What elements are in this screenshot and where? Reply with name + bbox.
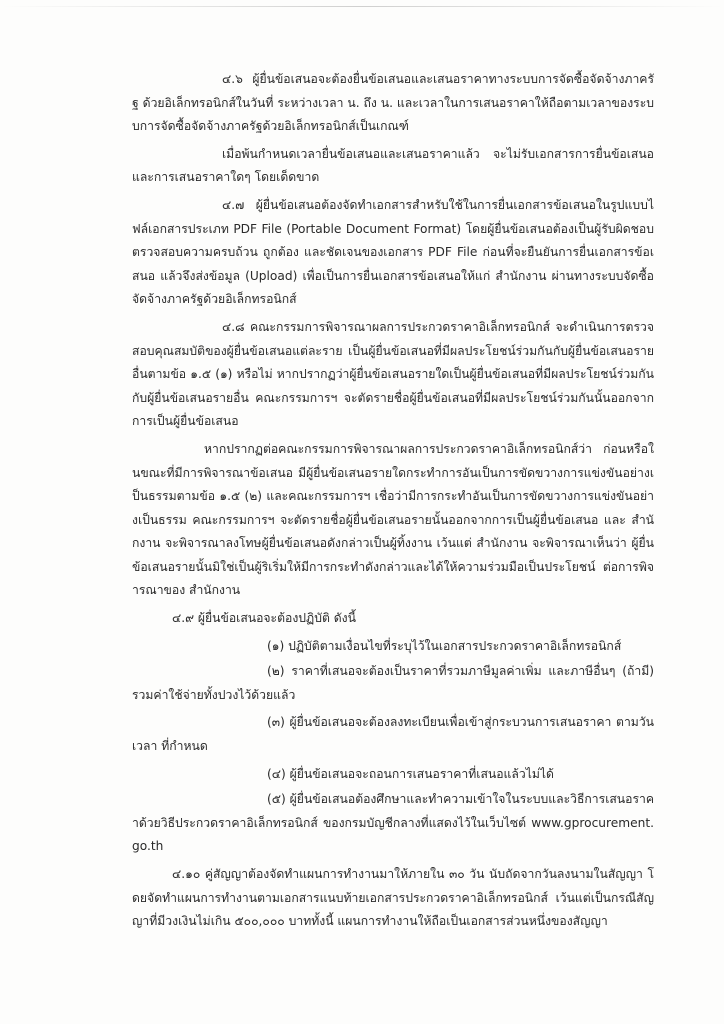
clause-4-9: ๔.๙ ผู้ยื่นข้อเสนอจะต้องปฏิบัติ ดังนี้	[172, 611, 356, 626]
clause-4-6-deadline: เมื่อพ้นกำหนดเวลายื่นข้อเสนอและเสนอราคาแล้ว จะไม่รับเอกสารการยื่นข้อเสนอ และการเสนอราคาใดๆ โดยเด็ดขาด	[132, 146, 654, 185]
clause-4-7: ๔.๗ ผู้ยื่นข้อเสนอต้องจัดทำเอกสารสำหรับใช้ในการยื่นเอกสารข้อเสนอในรูปแบบไฟล์เอกสารประเภท PDF File (Portable Document Format) โดยผู้ยื่นข้อเสนอต้องเป็นผู้รับผิดชอบตรวจสอบความครบถ้วน ถูกต้อง และชัดเจนของเอกสาร PDF File ก่อนที่จะยืนยันการยื่นเอกสารข้อเสนอ แล้วจึงส่งข้อมูล (Upload) เพื่อเป็นการยื่นเอกสารข้อเสนอให้แก่ สำนักงาน ผ่านทางระบบจัดซื้อจัดจ้างภาครัฐด้วยอิเล็กทรอนิกส์	[132, 197, 654, 307]
clause-4-9-item-1: (๑) ปฏิบัติตามเงื่อนไขที่ระบุไว้ในเอกสารประกวดราคาอิเล็กทรอนิกส์	[267, 638, 622, 653]
clause-4-8: ๔.๘ คณะกรรมการพิจารณาผลการประกวดราคาอิเล็กทรอนิกส์ จะดำเนินการตรวจสอบคุณสมบัติของผู้ยื่นข้อเสนอแต่ละราย เป็นผู้ยื่นข้อเสนอที่มีผลประโยชน์ร่วมกันกับผู้ยื่นข้อเสนอรายอื่นตามข้อ ๑.๕ (๑) หรือไม่ หากปรากฏว่าผู้ยื่นข้อเสนอรายใดเป็นผู้ยื่นข้อเสนอที่มีผลประโยชน์ร่วมกันกับผู้ยื่นข้อเสนอรายอื่น คณะกรรมการฯ จะตัดรายชื่อผู้ยื่นข้อเสนอที่มีผลประโยชน์ร่วมกันนั้นออกจากการเป็นผู้ยื่นข้อเสนอ	[132, 319, 654, 429]
clause-4-9-item-4: (๔) ผู้ยื่นข้อเสนอจะถอนการเสนอราคาที่เสนอแล้วไม่ได้	[267, 766, 554, 781]
clause-4-9-item-3: (๓) ผู้ยื่นข้อเสนอจะต้องลงทะเบียนเพื่อเข้าสู่กระบวนการเสนอราคา ตามวัน เวลา ที่กำหนด	[132, 715, 654, 754]
clause-4-8-collusion: หากปรากฏต่อคณะกรรมการพิจารณาผลการประกวดราคาอิเล็กทรอนิกส์ว่า ก่อนหรือในขณะที่มีการพิจารณาข้อเสนอ มีผู้ยื่นข้อเสนอรายใดกระทำการอันเป็นการขัดขวางการแข่งขันอย่างเป็นธรรมตามข้อ ๑.๕ (๒) และคณะกรรมการฯ เชื่อว่ามีการกระทำอันเป็นการขัดขวางการแข่งขันอย่างเป็นธรรม คณะกรรมการฯ จะตัดรายชื่อผู้ยื่นข้อเสนอรายนั้นออกจากการเป็นผู้ยื่นข้อเสนอ และ สำนักงาน จะพิจารณาลงโทษผู้ยื่นข้อเสนอดังกล่าวเป็นผู้ทิ้งงาน เว้นแต่ สำนักงาน จะพิจารณาเห็นว่า ผู้ยื่นข้อเสนอรายนั้นมิใช่เป็นผู้ริเริ่มให้มีการกระทำดังกล่าวและได้ให้ความร่วมมือเป็นประโยชน์ ต่อการพิจารณาของ สำนักงาน	[132, 441, 654, 598]
scan-edge-line	[0, 6, 724, 7]
clause-4-6: ๔.๖ ผู้ยื่นข้อเสนอจะต้องยื่นข้อเสนอและเสนอราคาทางระบบการจัดซื้อจัดจ้างภาครัฐ ด้วยอิเล็กทรอนิกส์ในวันที่ ระหว่างเวลา น. ถึง น. และเวลาในการเสนอราคาให้ถือตามเวลาของระบบการจัดซื้อจัดจ้างภาครัฐด้วยอิเล็กทรอนิกส์เป็นเกณฑ์	[132, 72, 654, 134]
clause-4-9-item-5: (๕) ผู้ยื่นข้อเสนอต้องศึกษาและทำความเข้าใจในระบบและวิธีการเสนอราคาด้วยวิธีประกวดราคาอิเล็กทรอนิกส์ ของกรมบัญชีกลางที่แสดงไว้ในเว็บไซต์ www.gprocurement.go.th	[132, 792, 654, 854]
clause-4-9-item-2: (๒) ราคาที่เสนอจะต้องเป็นราคาที่รวมภาษีมูลค่าเพิ่ม และภาษีอื่นๆ (ถ้ามี) รวมค่าใช้จ่ายทั้งปวงไว้ด้วยแล้ว	[132, 664, 654, 702]
clause-4-10: ๔.๑๐ คู่สัญญาต้องจัดทำแผนการทำงานมาให้ภายใน ๓๐ วัน นับถัดจากวันลงนามในสัญญา โดยจัดทำแผนการทำงานตามเอกสารแนบท้ายเอกสารประกวดราคาอิเล็กทรอนิกส์ เว้นแต่เป็นกรณีสัญญาที่มีวงเงินไม่เกิน ๕๐๐,๐๐๐ บาททั้งนี้ แผนการทำงานให้ถือเป็นเอกสารส่วนหนึ่งของสัญญา	[132, 867, 654, 929]
